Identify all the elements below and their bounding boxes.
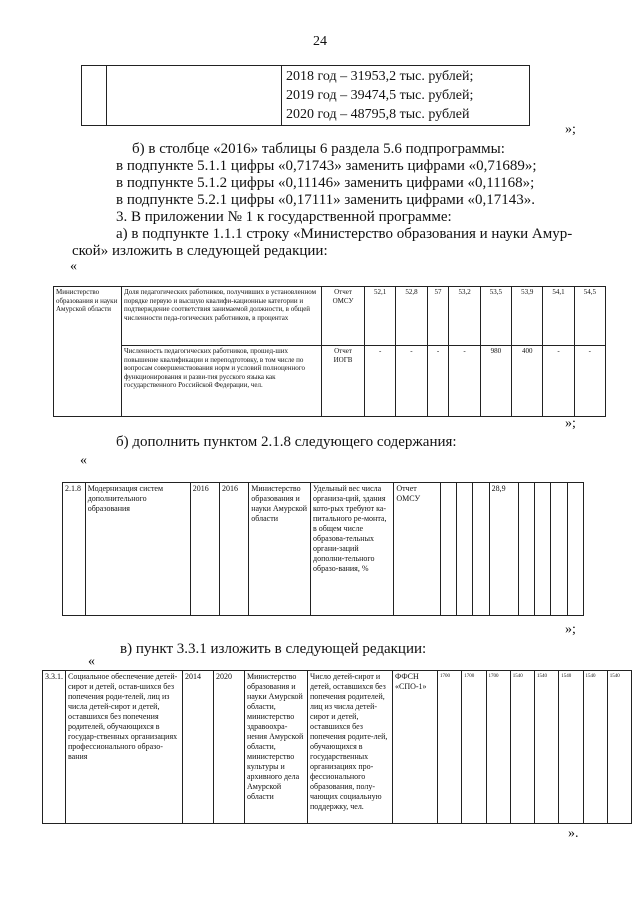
value-cell: 53,5 (480, 287, 511, 346)
value-cell: 57 (427, 287, 449, 346)
funding-line: 2020 год – 48795,8 тыс. рублей (286, 107, 470, 122)
closing-quote: »; (565, 122, 576, 137)
closing-quote: »; (565, 622, 576, 637)
open-quote: « (88, 654, 95, 669)
body-text: б) в столбце «2016» таблицы 6 раздела 5.6 подпрограммы: (132, 141, 505, 157)
value-cell: 400 (512, 346, 543, 417)
open-quote: « (70, 259, 77, 274)
value-cell: - (574, 346, 605, 417)
source-cell: ФФСН «СПО-1» (393, 671, 438, 824)
value-cell: 54,1 (543, 287, 574, 346)
funding-line: 2019 год – 39474,5 тыс. рублей; (286, 88, 474, 103)
value-cell: - (543, 346, 574, 417)
start-year: 2014 (183, 671, 214, 824)
open-quote: « (80, 453, 87, 468)
value-cell: 1540 (583, 671, 607, 824)
body-text: б) дополнить пунктом 2.1.8 следующего содержания: (116, 434, 457, 450)
value-cell: 1700 (438, 671, 462, 824)
value-cell: 54,5 (574, 287, 605, 346)
executor-cell: Министерство образования и науки Амурской области, министерство здравоохра-нения Амурской области, министерство культуры и архивного дела Амурской области (245, 671, 308, 824)
indicator-cell: Число детей-сирот и детей, оставшихся без попечения родителей, лиц из числа детей-сирот и детей, оставшихся без попечения родите-лей, обучающихся в государственных организациях про-фессионального образования, полу-чающих социальную поддержку, чел. (308, 671, 393, 824)
value-cell: 980 (480, 346, 511, 417)
executor-cell: Министерство образования и науки Амурской области (249, 483, 311, 616)
body-text: в подпункте 5.2.1 цифры «0,17111» заменить цифрами «0,17143». (116, 192, 536, 208)
item-name: Модернизация систем дополнительного образования (85, 483, 190, 616)
source-cell: Отчет ОМСУ (394, 483, 441, 616)
value-cell: 28,9 (489, 483, 518, 616)
table-a (53, 286, 606, 417)
value-cell: 52,8 (396, 287, 427, 346)
table-b (62, 482, 584, 616)
value-cell: - (396, 346, 427, 417)
source-cell: Отчет ОМСУ (322, 287, 365, 346)
closing-quote: »; (565, 416, 576, 431)
indicator-cell: Численность педагогических работников, прошед-ших повышение квалификации и переподготовку, в том числе по вопросам совершенствования норм и условий полноценного функционирования и разви-тия русского языка как государственного Российской Федерации, чел. (122, 346, 322, 417)
end-year: 2020 (214, 671, 245, 824)
value-cell: - (365, 346, 396, 417)
funding-line: 2018 год – 31953,2 тыс. рублей; (286, 69, 474, 84)
body-text: ской» изложить в следующей редакции: (72, 243, 328, 259)
end-year: 2016 (220, 483, 249, 616)
value-cell: - (449, 346, 480, 417)
value-cell: 1540 (607, 671, 631, 824)
value-cell: 1540 (559, 671, 583, 824)
item-name: Социальное обеспечение детей-сирот и детей, остав-шихся без попечения роди-телей, лиц из числа детей-сирот и детей, оставшихся без попечения родителей, обучающихся в государ-ственных организациях профессионального образо-вания (66, 671, 183, 824)
body-text: а) в подпункте 1.1.1 строку «Министерство образования и науки Амур- (116, 226, 573, 242)
body-text: в подпункте 5.1.1 цифры «0,71743» заменить цифрами «0,71689»; (116, 158, 537, 174)
body-text: в) пункт 3.3.1 изложить в следующей редакции: (120, 641, 427, 657)
value-cell: 1540 (510, 671, 534, 824)
value-cell: 53,2 (449, 287, 480, 346)
value-cell: 52,1 (365, 287, 396, 346)
item-number: 3.3.1. (43, 671, 66, 824)
closing-quote: ». (568, 826, 579, 841)
page-number: 24 (313, 34, 327, 49)
indicator-cell: Доля педагогических работников, получивших в установленном порядке первую и высшую квалифи-кационные категории и подтверждение соответствия занимаемой должности, в общей численности педа-гогических работников, в процентах (122, 287, 322, 346)
source-cell: Отчет ИОГВ (322, 346, 365, 417)
value-cell: 1700 (462, 671, 486, 824)
value-cell: 1700 (486, 671, 510, 824)
start-year: 2016 (190, 483, 219, 616)
item-number: 2.1.8 (63, 483, 86, 616)
body-text: 3. В приложении № 1 к государственной программе: (116, 209, 452, 225)
value-cell: 1540 (535, 671, 559, 824)
indicator-cell: Удельный вес числа организа-ций, здания кото-рых требуют ка-питального ре-монта, в общем числе образова-тельных органи-заций дополни-тельного образо-вания, % (311, 483, 394, 616)
table-c (42, 670, 632, 824)
funding-table (81, 65, 530, 126)
body-text: в подпункте 5.1.2 цифры «0,11146» заменить цифрами «0,11168»; (116, 175, 535, 191)
value-cell: 53,9 (512, 287, 543, 346)
value-cell: - (427, 346, 449, 417)
org-cell: Министерство образования и науки Амурской области (54, 287, 122, 417)
